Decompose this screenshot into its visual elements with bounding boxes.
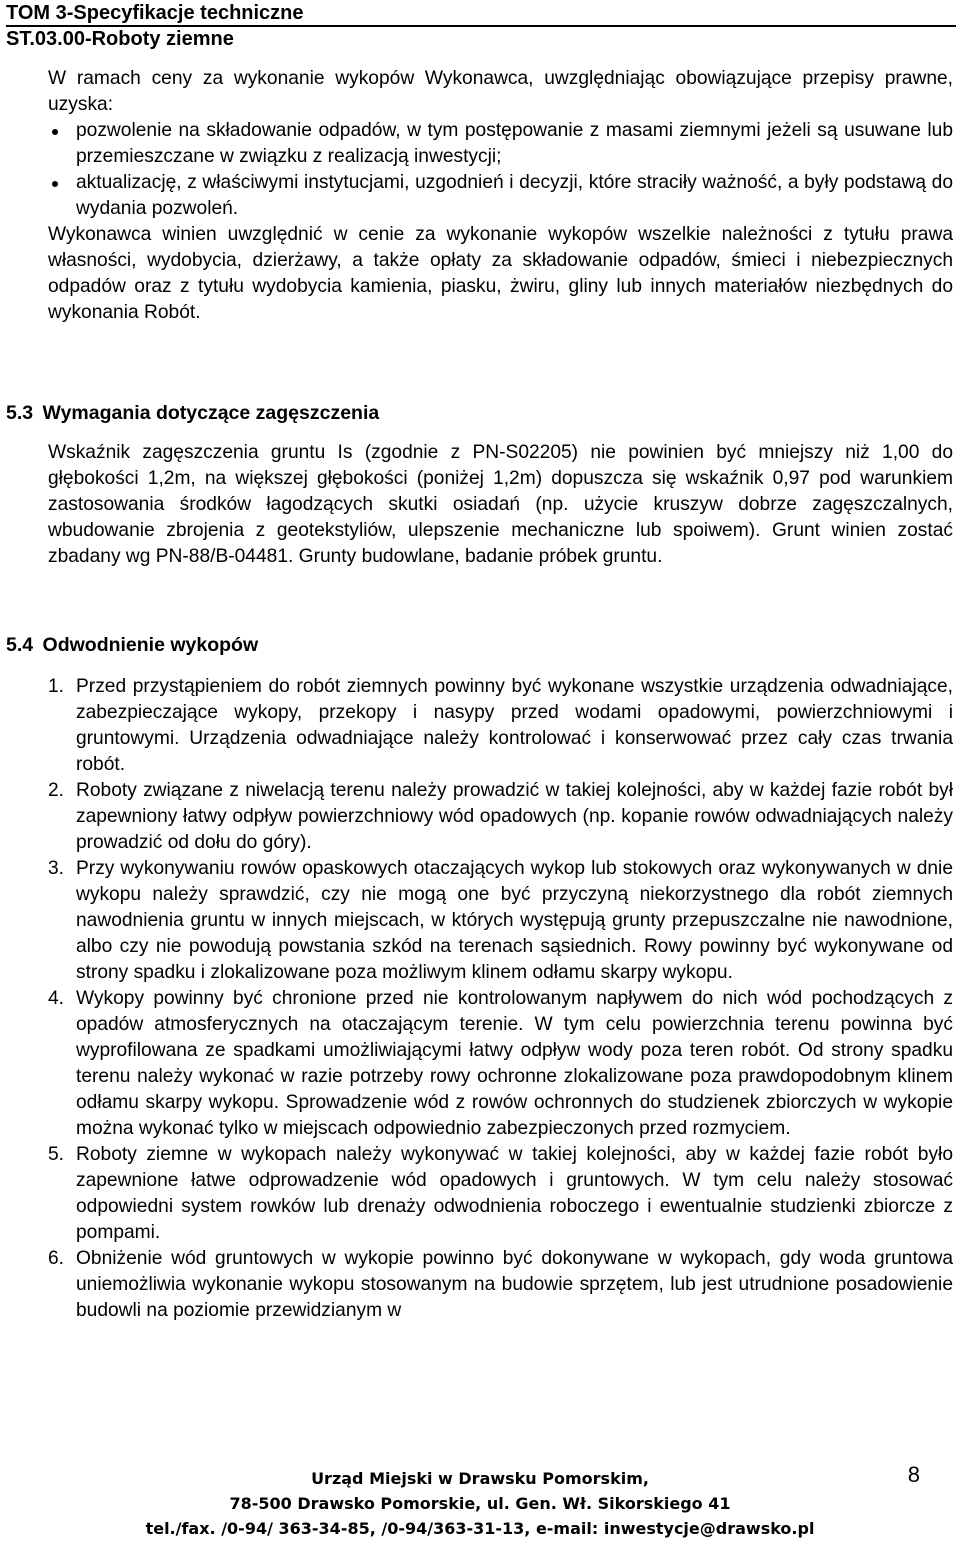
list-item <box>48 170 953 222</box>
list-item-number: 5. <box>48 1144 65 1165</box>
footer-office-name: Urząd Miejski w Drawsku Pomorskim, <box>311 1469 649 1488</box>
section-title: Wymagania dotyczące zagęszczenia <box>42 402 380 424</box>
header-spec-title: ST.03.00-Roboty ziemne <box>6 28 234 50</box>
header-rule <box>6 25 956 27</box>
list-item <box>48 778 953 856</box>
list-item-text: Obniżenie wód gruntowych w wykopie powinno być dokonywane w wykopach, gdy woda gruntowa uniemożliwia wykonanie wykopu stosowanym na budowie sprzętem, lub jest utrudnione posadowienie budowli na poziomie przewidzianym w <box>76 1248 953 1321</box>
list-item <box>48 986 953 1142</box>
section-heading-5-4 <box>6 632 258 658</box>
section-number: 5.3 <box>6 402 34 424</box>
bullet-icon <box>52 129 58 135</box>
section-heading-5-3 <box>6 400 379 426</box>
list-item-text: pozwolenie na składowanie odpadów, w tym postępowanie z masami ziemnymi jeżeli są usuwane lub przemieszczane w związku z realizacją inwestycji; <box>76 120 953 167</box>
document-header <box>6 0 956 52</box>
section-number: 5.4 <box>6 634 34 656</box>
list-item-number: 6. <box>48 1248 65 1269</box>
list-item <box>48 856 953 986</box>
section-title: Odwodnienie wykopów <box>42 634 259 656</box>
list-item-number: 4. <box>48 988 65 1009</box>
drainage-numbered-list <box>48 674 953 1324</box>
list-item-text: Przy wykonywaniu rowów opaskowych otaczających wykop lub stokowych oraz wykonywanych w dnie wykopu należy sprawdzić, czy nie mogą one być przyczyną niekorzystnego dla robót ziemnych nawodnienia gruntu w innych miejscach, w których występują grunty przepuszczalne nie nawodnione, albo czy nie powodują powstania szkód na terenach sąsiednich. Rowy powinny być wykonywane od strony spadku i zlokalizowane poza możliwym klinem odłamu skarpy wykopu. <box>76 858 953 983</box>
bullet-icon <box>52 181 58 187</box>
document-footer <box>0 1466 960 1541</box>
intro-paragraph: W ramach ceny za wykonanie wykopów Wykonawca, uwzględniając obowiązujące przepisy prawne, uzyska: <box>48 68 953 115</box>
footer-address: 78-500 Drawsko Pomorskie, ul. Gen. Wł. Sikorskiego 41 <box>229 1494 731 1513</box>
list-item-text: aktualizację, z właściwymi instytucjami, uzgodnień i decyzji, które straciły ważność, a były podstawą do wydania pozwoleń. <box>76 172 953 219</box>
list-item-text: Wykopy powinny być chronione przed nie kontrolowanym napływem do nich wód pochodzących z opadów atmosferycznych na otaczającym terenie. W tym celu powierzchnia terenu powinna być wyprofilowana ze spadkami umożliwiającymi łatwy odpływ wody poza teren robót. Od strony spadku terenu należy wykonać w razie potrzeby rowy ochronne zlokalizowane poza prawdopodobnym klinem odłamu skarpy wykopu. Sprowadzenie wód z rowów ochronnych do studzienek zbiorczych w wykopie można wykonać tylko w miejscach odpowiednio zabezpieczonych przed rozmyciem. <box>76 988 953 1139</box>
page-number: 8 <box>907 1462 920 1487</box>
fees-paragraph: Wykonawca winien uwzględnić w cenie za wykonanie wykopów wszelkie należności z tytułu prawa własności, wydobycia, dzierżawy, a także opłaty za składowanie odpadów, śmieci i niebezpiecznych odpadów oraz z tytułu wydobycia kamienia, piasku, żwiru, gliny lub innych materiałów niezbędnych do wykonania Robót. <box>48 224 953 323</box>
list-item-number: 3. <box>48 858 65 879</box>
list-item <box>48 118 953 170</box>
page-content <box>6 66 953 1321</box>
list-item-number: 1. <box>48 676 65 697</box>
list-item-text: Roboty ziemne w wykopach należy wykonywać w takiej kolejności, aby w każdej fazie robót było zapewnione łatwe odprowadzenie wód opadowych i gruntowych. W tym celu należy stosować odpowiedni system rowków lub drenaży odwodnienia roboczego i ewentualnie studzienki zbiorcze z pompami. <box>76 1144 953 1243</box>
list-item <box>48 1142 953 1246</box>
list-item-text: Roboty związane z niwelacją terenu należy prowadzić w takiej kolejności, aby w każdej fazie robót był zapewniony łatwy odpływ powierzchniowy wód opadowych (np. kopanie rowów odwadniających należy prowadzić od dołu do góry). <box>76 780 953 853</box>
list-item <box>48 674 953 778</box>
list-item-text: Przed przystąpieniem do robót ziemnych powinny być wykonane wszystkie urządzenia odwadniające, zabezpieczające wykopy, przekopy i nasypy przed wodami opadowymi, powierzchniowymi i gruntowymi. Urządzenia odwadniające należy kontrolować i konserwować przez cały czas trwania robót. <box>76 676 953 775</box>
intro-bullet-list <box>48 118 953 222</box>
list-item-number: 2. <box>48 780 65 801</box>
list-item <box>48 1246 953 1324</box>
header-volume-title: TOM 3-Specyfikacje techniczne <box>6 2 304 24</box>
footer-contact: tel./fax. /0-94/ 363-34-85, /0-94/363-31-13, e-mail: inwestycje@drawsko.pl <box>145 1519 815 1538</box>
compaction-paragraph: Wskaźnik zagęszczenia gruntu Is (zgodnie z PN-S02205) nie powinien być mniejszy niż 1,00 do głębokości 1,2m, na większej głębokości (poniżej 1,2m) dopuszcza się wskaźnik 0,97 pod warunkiem zastosowania środków łagodzących skutki osiadań (np. użycie kruszyw dobrze zagęszczalnych, wbudowanie zbrojenia z geotekstyliów, ulepszenie mechaniczne lub spoiwem). Grunt winien zostać zbadany wg PN-88/B-04481. Grunty budowlane, badanie próbek gruntu. <box>48 442 953 567</box>
